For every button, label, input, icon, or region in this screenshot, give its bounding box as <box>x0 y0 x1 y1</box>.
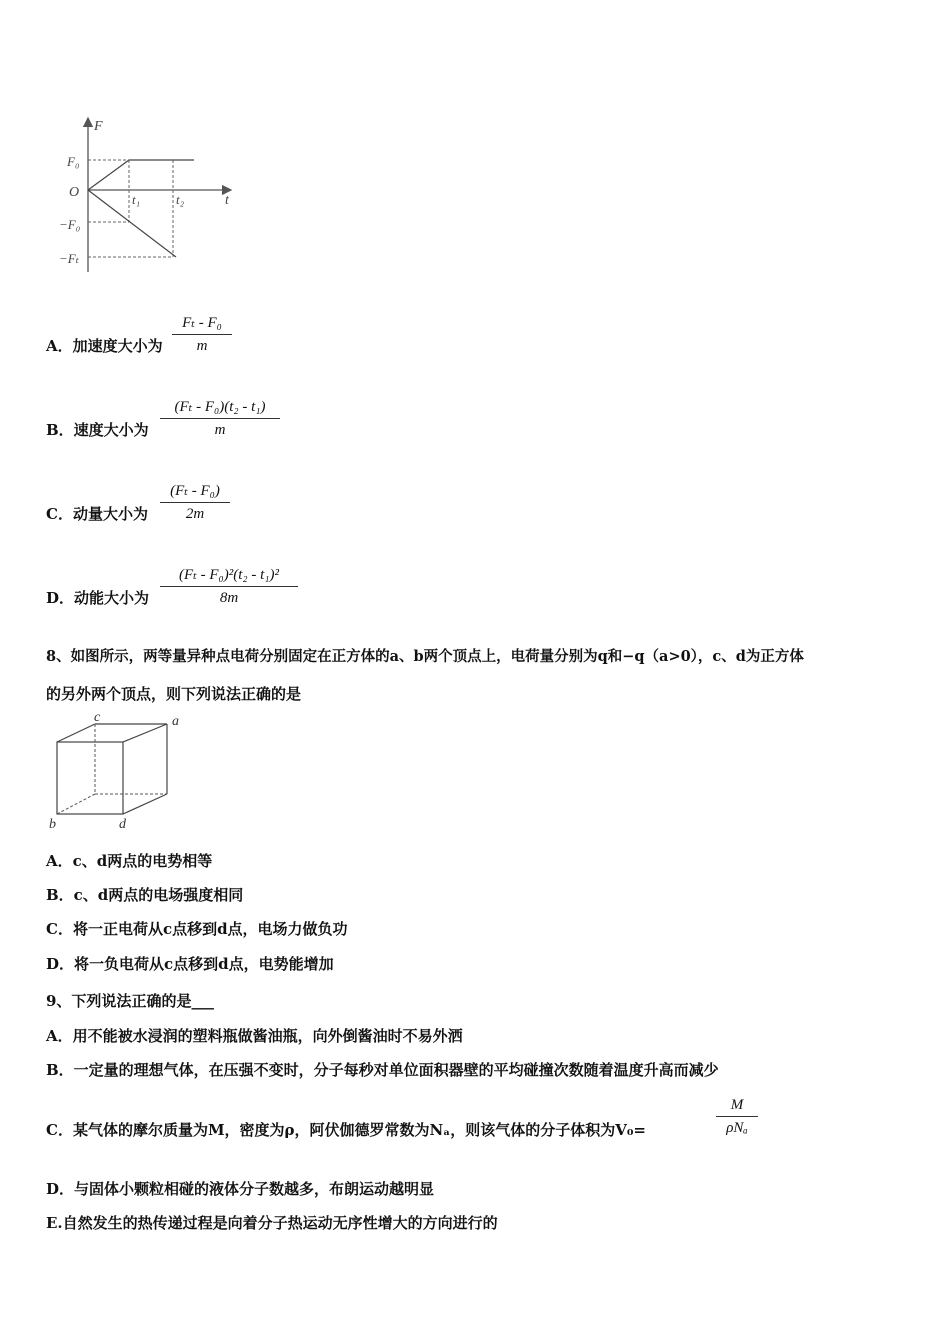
q7-option-a: A．加速度大小为 <box>46 337 163 355</box>
t2-label: t₂ <box>176 192 185 207</box>
q8-stem-line2: 的另外两个顶点，则下列说法正确的是 <box>46 685 302 703</box>
q9-option-b: B．一定量的理想气体，在压强不变时，分子每秒对单位面积器壁的平均碰撞次数随着温度升高而减少 <box>46 1061 719 1079</box>
t1-label: t₁ <box>132 192 141 207</box>
q9-option-e: E.自然发生的热传递过程是向着分子热运动无序性增大的方向进行的 <box>46 1214 498 1232</box>
x-axis-label: t <box>225 193 229 208</box>
y-axis-label: F <box>94 119 103 134</box>
q8-stem-line1: 8、如图所示，两等量异种点电荷分别固定在正方体的a、b两个顶点上，电荷量分别为q和−q（a>0），c、d为正方体 <box>46 648 804 665</box>
q7-option-c: C．动量大小为 <box>46 505 148 523</box>
q7-option-d: D．动能大小为 <box>46 589 150 607</box>
q7-option-c-fraction: (Fₜ - F₀) 2m <box>160 482 230 523</box>
q7-option-b: B．速度大小为 <box>46 421 149 439</box>
q9-option-a: A．用不能被水浸润的塑料瓶做酱油瓶，向外倒酱油时不易外洒 <box>46 1027 463 1045</box>
q7-option-d-fraction: (Fₜ - F₀)²(t₂ - t₁)² 8m <box>160 566 298 607</box>
force-time-graph <box>55 112 245 277</box>
q9-stem: 9、下列说法正确的是___ <box>46 992 214 1010</box>
q9-option-c: C．某气体的摩尔质量为M，密度为ρ，阿伏伽德罗常数为Nₐ，则该气体的分子体积为V₀= <box>46 1121 646 1139</box>
force-upper-line <box>88 160 129 190</box>
f0-label: F₀ <box>67 154 80 169</box>
cube-diagram <box>45 712 205 834</box>
vertex-a-label: a <box>172 714 179 729</box>
vertex-d-label: d <box>119 817 126 832</box>
neg-ft-label: −Fₜ <box>59 251 79 266</box>
q8-option-b: B．c、d两点的电场强度相同 <box>46 886 244 904</box>
q7-option-a-fraction: Fₜ - F₀ m <box>172 314 232 355</box>
origin-label: O <box>69 185 80 200</box>
vertex-b-label: b <box>49 817 56 832</box>
q8-option-c: C．将一正电荷从c点移到d点，电场力做负功 <box>46 920 348 938</box>
q8-option-d: D．将一负电荷从c点移到d点，电势能增加 <box>46 955 334 973</box>
vertex-c-label: c <box>94 712 101 725</box>
q8-option-a: A．c、d两点的电势相等 <box>46 852 213 870</box>
q7-option-b-fraction: (Fₜ - F₀)(t₂ - t₁) m <box>160 398 280 439</box>
q9-option-d: D．与固体小颗粒相碰的液体分子数越多，布朗运动越明显 <box>46 1180 435 1198</box>
q9-option-c-fraction: M ρNₐ <box>716 1096 758 1137</box>
neg-f0-label: −F₀ <box>59 217 81 232</box>
